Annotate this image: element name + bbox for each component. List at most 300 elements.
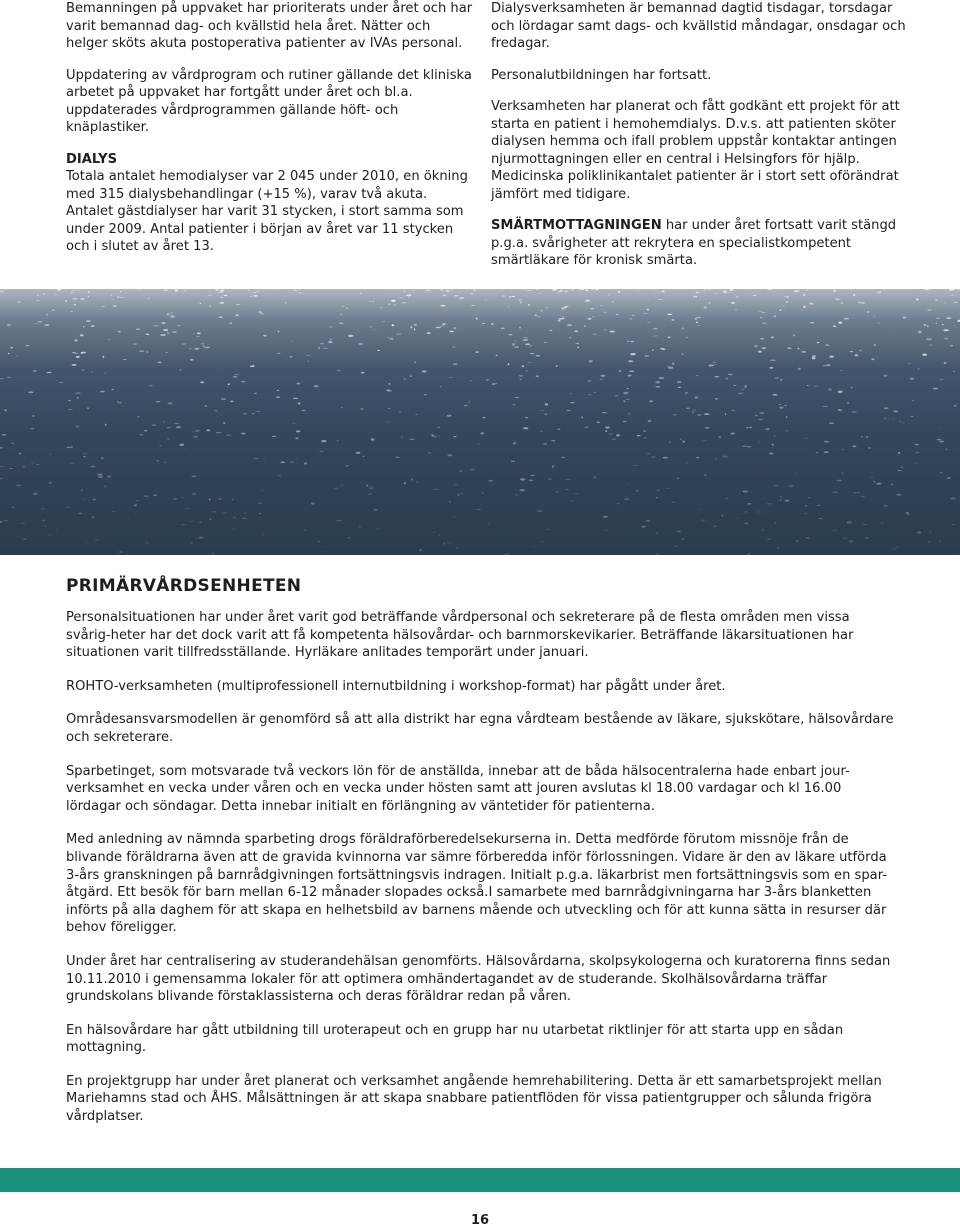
sparkle [824,441,830,443]
sparkle [0,478,3,479]
sparkle [195,348,200,350]
sparkle [735,310,737,311]
sparkle [227,383,230,385]
sparkle [945,449,947,450]
sparkle [681,538,685,540]
sparkle [459,471,462,472]
sparkle [779,404,781,405]
sparkle [80,334,84,336]
sparkle [564,291,568,292]
sparkle [56,530,58,531]
sparkle [460,493,464,494]
sparkle [809,322,813,323]
sparkle [947,477,951,479]
sparkle [749,427,752,429]
sparkle [308,361,310,362]
sparkle [164,289,169,291]
sparkle [388,383,390,385]
sparkle [21,523,26,524]
sparkle [191,476,196,477]
sparkle [512,296,515,297]
sparkle [205,405,208,407]
sparkle [411,290,415,291]
sparkle [391,300,395,302]
sparkle [536,355,541,357]
sparkle [76,425,80,427]
sparkle [940,472,942,473]
sparkle [588,394,592,395]
sparkle [434,489,439,490]
sparkle [805,438,809,439]
sparkle [471,293,473,295]
sparkle [410,439,415,440]
sparkle [30,428,34,430]
sparkle [883,505,888,506]
sparkle [476,509,481,510]
sparkle [738,393,743,394]
sparkle [624,499,629,500]
sparkle [544,342,548,343]
sparkle [369,327,372,328]
sparkle [954,405,957,407]
sparkle [782,306,785,307]
sparkle [653,328,658,329]
sparkle [11,443,15,444]
sparkle [767,538,771,540]
sparkle [404,378,406,380]
sparkle [149,385,153,387]
sparkle [643,313,648,314]
sparkle [172,331,176,332]
sparkle [233,528,234,529]
sparkle [663,457,668,459]
sparkle [802,351,806,353]
sparkle [174,423,180,424]
sparkle [894,547,899,548]
sparkle [693,409,697,410]
sparkle [471,305,476,306]
sparkle [540,431,543,432]
sparkle [743,385,748,386]
sparkle [200,343,204,344]
sparkle [402,302,406,303]
sparkle [637,435,641,436]
sparkle [482,493,484,494]
sparkle [796,540,798,542]
sparkle [780,379,782,381]
sparkle [536,373,537,374]
section-paragraph: En projektgrupp har under året planerat och verksamhet angående hemrehabilitering. Detta är ett samarbetsprojekt mellan Mariehamns stad och ÅHS. Målsättningen är att skapa snabbare patientflöden för vissa patientgrupper och sålunda frigöra vårdplatser. [66,1073,882,1125]
sparkle [399,411,401,412]
sparkle [260,314,265,315]
sparkle [33,493,38,495]
sparkle [944,362,947,363]
sparkle [285,302,286,304]
sparkle [258,503,262,504]
sparkle [682,353,684,355]
sparkle [447,542,453,544]
sparkle [852,445,856,447]
sparkle [147,351,149,353]
sparkle [433,532,436,533]
sparkle [591,289,593,290]
footer-bar [0,1168,960,1192]
sparkle [439,435,440,436]
sparkle [388,303,390,304]
sparkle [777,547,779,549]
sparkle [667,314,672,315]
sparkle [254,292,257,293]
smart-block [491,217,906,270]
sparkle [337,440,338,442]
sparkle [296,458,298,459]
sparkle [320,343,325,344]
sparkle [136,329,140,330]
sparkle [893,419,894,420]
sparkle [575,343,579,344]
sparkle [868,447,870,448]
sparkle [431,434,434,436]
sparkle [713,293,717,294]
sparkle [235,374,239,375]
sparkle [623,421,627,422]
sparkle [884,408,889,409]
sparkle [754,345,758,347]
sparkle [943,329,949,331]
sparkle [276,396,280,398]
sparkle [68,409,73,410]
sparkle [626,483,628,484]
sparkle [321,547,323,548]
sparkle [392,324,394,326]
sparkle [436,327,441,328]
section-paragraph: Områdesansvarsmodellen är genomförd så att alla distrikt har egna vårdteam bestående av läkare, sjukskötare, hälsovårdare och sekreterare. [66,712,894,745]
sparkle [7,324,11,326]
sparkle [917,531,921,533]
left-column [66,0,476,270]
sparkle [537,510,542,512]
sparkle [42,525,46,526]
sparkle [566,479,571,480]
sparkle [209,305,211,306]
sparkle [414,361,415,363]
sparkle [536,375,539,377]
sparkle [181,524,186,526]
sparkle [903,317,907,319]
sparkle [31,463,33,464]
sparkle [72,298,78,300]
sparkle [580,289,584,290]
sparkle [220,297,223,298]
sparkle [159,445,161,446]
smart-heading: SMÄRTMOTTAGNINGEN [491,218,662,233]
sparkle [77,397,79,398]
sparkle [360,293,362,295]
sparkle [708,289,712,290]
sparkle [565,489,569,490]
sparkle [936,322,937,324]
sparkle [818,518,822,519]
sparkle [731,302,735,304]
sparkle [915,463,917,464]
sparkle [725,497,728,499]
sparkle [612,439,617,440]
sparkle [523,339,528,340]
sparkle [829,422,834,424]
sparkle [534,314,537,316]
sparkle [725,413,726,415]
sparkle [677,530,681,532]
section-paragraph: Under året har centralisering av studerandehälsan genomförts. Hälsovårdarna, skolpsykologerna och kuratorerna finns sedan 10.11.2010 i gemensamma lokaler för att optimera omhändertagandet av de studerande. Skolhälsovårdarna träffar grundskolans blivande förstaklassisterna och deras föräldrar redan på våren. [66,953,891,1005]
sparkle [523,337,528,338]
sparkle [545,403,548,405]
sparkle [925,289,930,290]
sparkle [779,406,784,408]
sparkle [414,328,415,330]
sparkle [146,542,149,544]
sparkle [70,311,73,312]
sparkle [527,290,532,291]
sparkle [658,299,663,300]
sparkle [190,521,194,522]
sparkle [744,511,747,512]
sparkle [301,410,305,411]
sparkle [339,322,344,324]
sparkle [363,456,365,457]
sparkle [592,316,596,317]
sparkle [935,299,937,300]
sparkle [215,289,218,291]
sparkle [488,524,490,525]
sparkle [954,302,958,303]
sparkle [42,520,45,522]
sparkle [488,480,493,482]
sparkle [862,524,868,525]
sparkle [758,351,762,353]
sparkle [940,380,944,381]
sparkle [162,322,166,324]
sparkle [530,475,534,476]
sparkle [113,306,117,307]
sparkle [558,318,563,319]
sparkle [167,427,171,428]
sparkle [803,294,806,296]
sparkle [896,494,902,496]
sparkle [101,306,106,307]
sparkle [840,302,843,304]
sparkle [119,551,123,553]
sparkle [647,299,649,300]
sparkle [78,290,80,291]
sparkle [917,368,919,369]
sparkle [686,337,689,338]
sparkle [148,298,149,299]
sparkle [519,327,521,329]
sparkle [319,451,323,452]
sparkle [134,504,137,506]
sparkle [119,402,122,403]
sparkle [46,314,48,316]
sparkle [878,323,881,324]
sparkle [619,370,621,372]
sparkle [534,289,538,290]
sparkle [217,371,218,372]
sparkle [726,378,729,380]
sparkle [669,441,670,443]
sparkle [476,318,478,320]
sparkle [805,513,808,514]
sparkle [855,354,858,356]
sparkle [677,478,679,480]
sparkle [668,337,671,338]
sparkle [844,318,849,320]
sparkle [708,364,714,366]
sparkle [673,546,677,547]
sparkle [604,516,609,518]
sparkle [426,290,430,292]
sparkle [551,440,555,441]
sparkle [665,488,670,489]
sparkle [798,368,801,370]
sparkle [601,375,606,377]
sparkle [368,493,372,495]
sparkle [529,480,534,482]
sparkle [605,530,607,531]
sparkle [926,338,932,340]
sparkle [143,496,148,497]
sparkle [696,457,699,459]
sparkle [156,401,161,402]
sparkle [607,294,610,295]
sparkle [853,294,855,296]
sparkle [80,298,84,300]
sparkle [163,329,168,331]
sparkle [838,322,842,324]
sparkle [304,462,307,464]
sparkle [218,498,221,500]
sparkle [501,296,505,297]
sparkle [173,498,177,500]
sparkle [585,300,590,302]
sparkle [544,414,547,415]
sparkle [771,336,774,338]
sparkle [773,394,778,396]
sparkle [94,539,99,540]
sparkle [916,298,918,300]
sparkle [224,295,228,296]
sparkle [199,537,204,539]
sparkle [387,337,389,338]
sparkle [616,434,620,436]
sparkle [705,427,710,428]
sparkle [705,289,706,291]
sparkle [648,420,652,422]
sparkle [226,435,231,436]
sparkle [442,323,445,325]
sparkle [388,408,391,409]
sparkle [253,364,254,366]
sparkle [936,318,940,319]
sparkle [156,460,159,462]
sparkle [747,553,750,555]
sparkle [160,334,165,336]
sparkle [250,296,251,298]
sparkle [806,289,808,290]
sparkle [595,289,599,290]
sparkle [140,434,144,436]
sparkle [137,416,140,418]
sparkle [153,494,157,496]
sparkle [317,541,320,542]
sparkle [76,393,81,394]
sparkle [361,372,365,374]
sparkle [35,300,40,301]
sparkle [569,337,571,338]
sparkle [805,537,809,539]
primarvard-section [66,575,896,1142]
sparkle [419,549,422,551]
sparkle [135,500,139,501]
sparkle [594,476,595,478]
sparkle [511,461,515,462]
sparkle [152,424,157,426]
sparkle [165,462,166,463]
sparkle [414,324,417,326]
sparkle [440,289,443,291]
sparkle [858,492,860,493]
sparkle [843,537,848,539]
sparkle [780,499,782,501]
sparkle [742,446,747,447]
sparkle [389,338,393,340]
sparkle [437,427,440,428]
sparkle [118,296,120,298]
sparkle [812,357,816,359]
sparkle [745,386,747,388]
sparkle [618,291,620,293]
sparkle [692,411,694,413]
sparkle [195,430,200,432]
sparkle [577,347,579,348]
sparkle [298,402,301,404]
sparkle [656,497,658,498]
sparkle [722,456,728,458]
sparkle [513,442,516,444]
sparkle [683,441,685,443]
sparkle [183,290,186,291]
sparkle [449,501,450,503]
sparkle [944,303,947,304]
sparkle [193,333,194,334]
sparkle [704,413,709,415]
sparkle [464,405,468,407]
sparkle [65,300,67,302]
sparkle [847,521,852,523]
sparkle [629,318,632,319]
sparkle [289,356,292,358]
sparkle [771,443,774,445]
sparkle [647,309,649,310]
sparkle [340,314,342,315]
sparkle [954,325,955,326]
sparkle [168,402,173,404]
sparkle [743,491,748,493]
sparkle [655,386,660,387]
sparkle [402,497,403,498]
sparkle [406,294,411,296]
sparkle [254,393,257,394]
sparkle [570,402,574,403]
